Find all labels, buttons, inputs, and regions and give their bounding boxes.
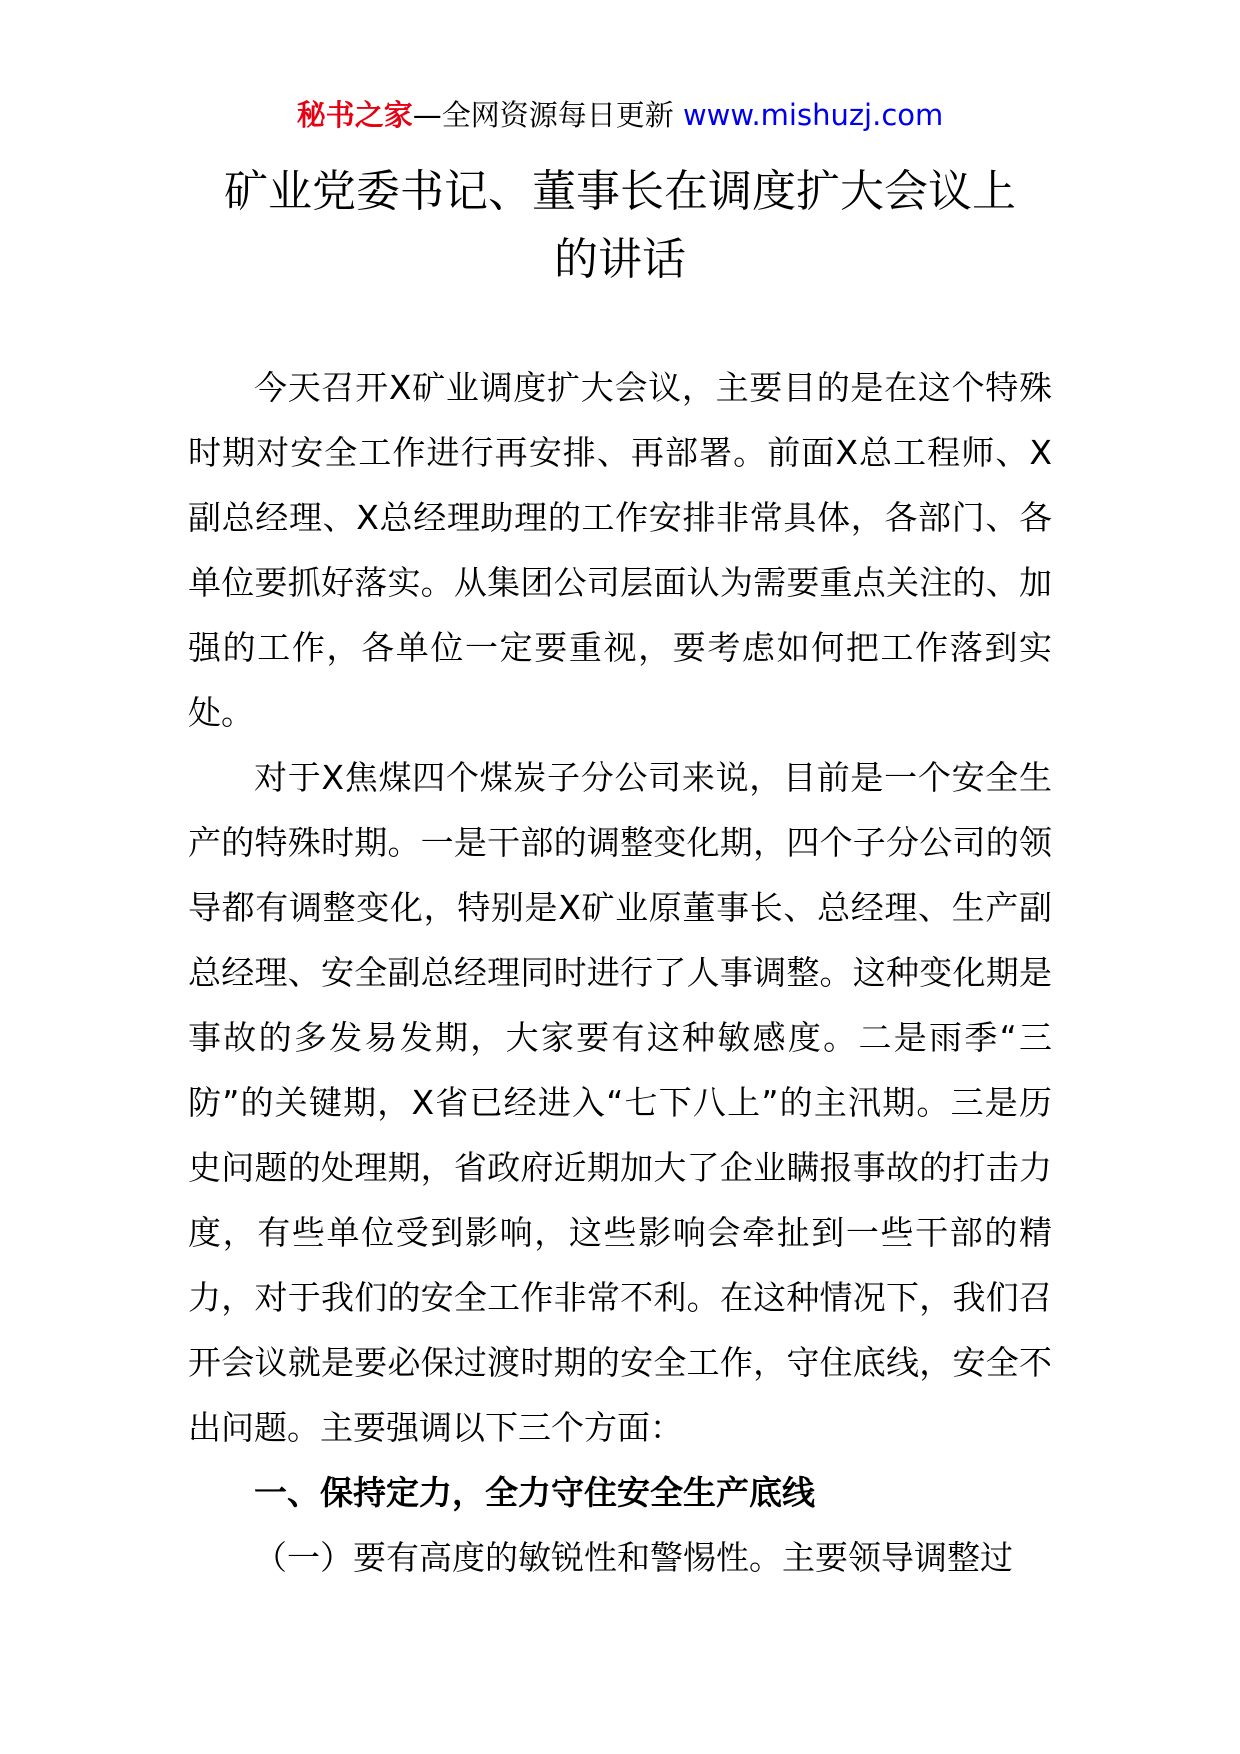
- document-body: [188, 355, 1052, 1590]
- body-paragraph: 今天召开X矿业调度扩大会议，主要目的是在这个特殊时期对安全工作进行再安排、再部署。前面X总工程师、X副总经理、X总经理助理的工作安排非常具体，各部门、各单位要抓好落实。从集团公司层面认为需要重点关注的、加强的工作，各单位一定要重视，要考虑如何把工作落到实处。: [188, 368, 1052, 732]
- banner-url-link[interactable]: www.mishuzj.com: [682, 98, 944, 132]
- subsection-paragraph: （一）要有高度的敏锐性和警惕性。主要领导调整过: [254, 1538, 1013, 1577]
- banner-tagline: —全网资源每日更新: [412, 98, 683, 132]
- banner-brand: 秘书之家: [296, 98, 413, 132]
- title-line-2: 的讲话: [554, 234, 686, 285]
- site-banner: [0, 95, 1240, 135]
- document-title: [188, 158, 1052, 294]
- body-paragraph: 对于X焦煤四个煤炭子分公司来说，目前是一个安全生产的特殊时期。一是干部的调整变化期，四个子分公司的领导都有调整变化，特别是X矿业原董事长、总经理、生产副总经理、安全副总经理同时进行了人事调整。这种变化期是事故的多发易发期，大家要有这种敏感度。二是雨季“三防”的关键期，X省已经进入“七下八上”的主汛期。三是历史问题的处理期，省政府近期加大了企业瞒报事故的打击力度，有些单位受到影响，这些影响会牵扯到一些干部的精力，对于我们的安全工作非常不利。在这种情况下，我们召开会议就是要必保过渡时期的安全工作，守住底线，安全不出问题。主要强调以下三个方面：: [188, 758, 1052, 1447]
- section-heading: 一、保持定力，全力守住安全生产底线: [254, 1473, 815, 1512]
- title-line-1: 矿业党委书记、董事长在调度扩大会议上: [224, 166, 1016, 217]
